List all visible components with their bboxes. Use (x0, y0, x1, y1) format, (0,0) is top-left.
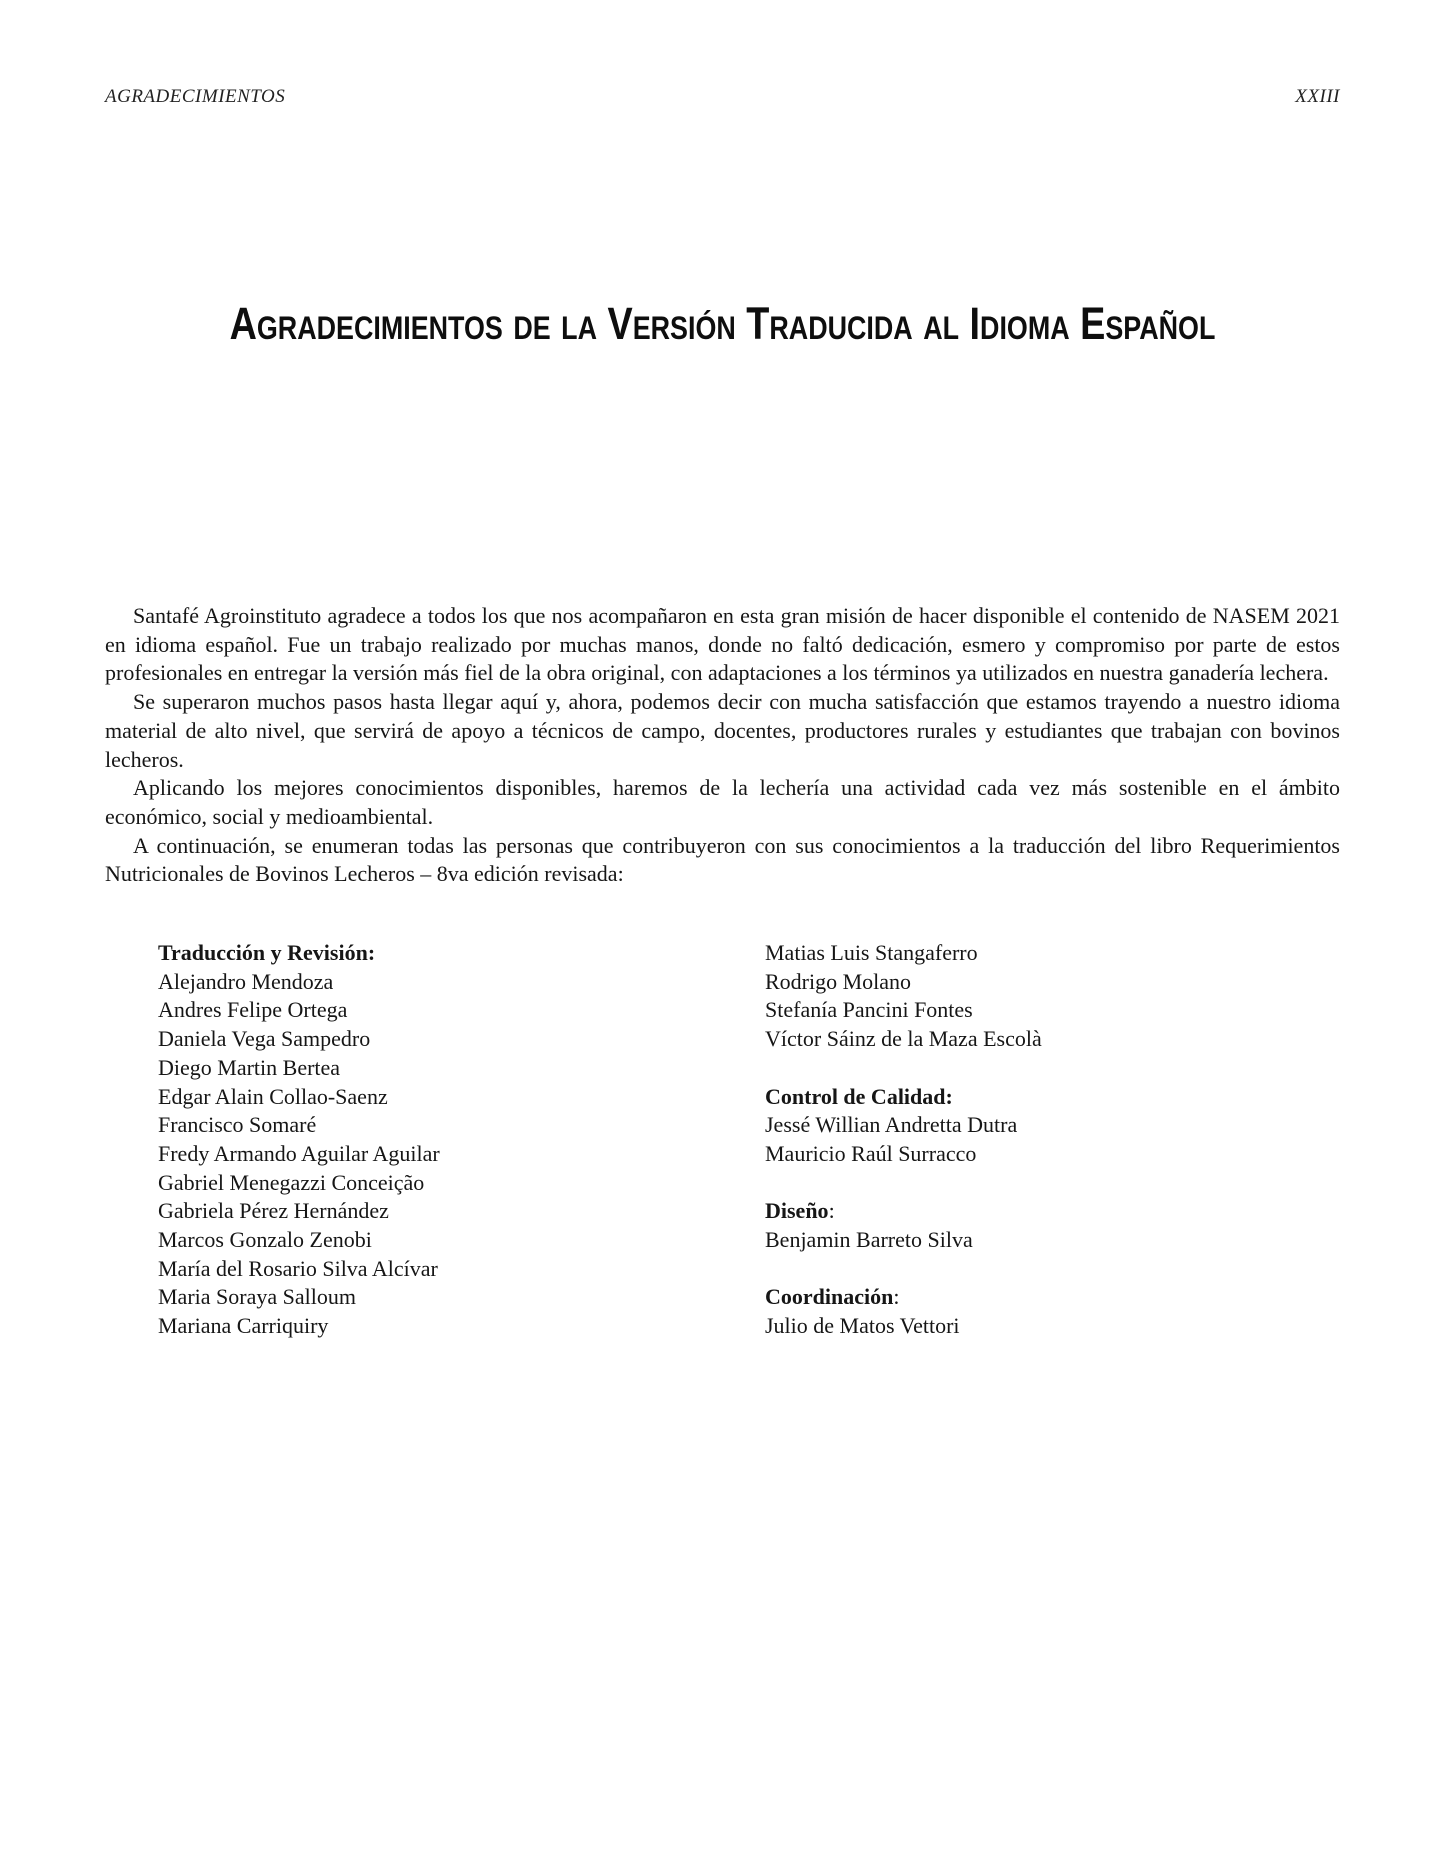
roster-spacer (765, 1255, 1340, 1284)
roster-name: Daniela Vega Sampedro (158, 1026, 371, 1052)
roster-name: Stefanía Pancini Fontes (765, 997, 973, 1023)
roster-name: Gabriela Pérez Hernández (158, 1198, 389, 1224)
roster-name: Diego Martin Bertea (158, 1054, 341, 1080)
roster-name: Matias Luis Stangaferro (765, 940, 978, 966)
roster-name: Benjamin Barreto Silva (765, 1227, 973, 1253)
roster-name: Maria Soraya Salloum (158, 1284, 356, 1310)
roster-section-heading: Diseño: (765, 1198, 835, 1224)
running-header (105, 0, 1340, 108)
roster-name: Marcos Gonzalo Zenobi (158, 1227, 372, 1253)
roster-name: Mauricio Raúl Surracco (765, 1140, 977, 1166)
roster-name: Fredy Armando Aguilar Aguilar (158, 1140, 440, 1166)
roster-name: Julio de Matos Vettori (765, 1313, 960, 1339)
roster-name: María del Rosario Silva Alcívar (158, 1255, 438, 1281)
roster-section-heading: Coordinación: (765, 1284, 900, 1310)
roster-name: Alejandro Mendoza (158, 968, 334, 994)
roster-column-right (765, 939, 1340, 1341)
roster-name: Andres Felipe Ortega (158, 997, 348, 1023)
roster-spacer (765, 1054, 1340, 1083)
roster-name: Francisco Somaré (158, 1112, 317, 1138)
roster-name: Mariana Carriquiry (158, 1313, 329, 1339)
roster-name: Edgar Alain Collao-Saenz (158, 1083, 388, 1109)
page-number: XXIII (1295, 86, 1340, 107)
running-header-section: AGRADECIMIENTOS (105, 86, 286, 107)
contributors-roster (158, 939, 1340, 1341)
roster-column-left (158, 939, 765, 1341)
roster-spacer (765, 1169, 1340, 1198)
paragraph-intro: Santafé Agroinstituto agradece a todos los que nos acompañaron en esta gran misión de hacer disponible el contenido de NASEM 2021 en idioma español. Fue un trabajo realizado por muchas manos, donde no faltó dedicación, esmero y compromiso por parte de estos profesionales en entregar la versión más fiel de la obra original, con adaptaciones a los términos ya utilizados en nuestra ganadería lechera. (105, 603, 1340, 686)
roster-name: Jessé Willian Andretta Dutra (765, 1112, 1018, 1138)
roster-name: Gabriel Menegazzi Conceição (158, 1169, 425, 1195)
page-title: Agradecimientos de la Versión Traducida al Idioma Español (229, 298, 1216, 349)
paragraph-sustainability: Aplicando los mejores conocimientos disponibles, haremos de la lechería una actividad cada vez más sostenible en el ámbito económico, social y medioambiental. (105, 775, 1340, 829)
body-text (105, 602, 1340, 889)
roster-name: Rodrigo Molano (765, 968, 912, 994)
paragraph-milestones: Se superaron muchos pasos hasta llegar aquí y, ahora, podemos decir con mucha satisfacción que estamos trayendo a nuestro idioma material de alto nivel, que servirá de apoyo a técnicos de campo, docentes, productores rurales y estudiantes que trabajan con bovinos lecheros. (105, 689, 1340, 772)
paragraph-list-lead-in: A continuación, se enumeran todas las personas que contribuyeron con sus conocimientos a la traducción del libro Requerimientos Nutricionales de Bovinos Lecheros – 8va edición revisada: (105, 832, 1340, 887)
roster-name: Víctor Sáinz de la Maza Escolà (765, 1026, 1042, 1052)
roster-section-heading: Control de Calidad: (765, 1083, 953, 1109)
roster-section-heading: Traducción y Revisión: (158, 940, 376, 966)
